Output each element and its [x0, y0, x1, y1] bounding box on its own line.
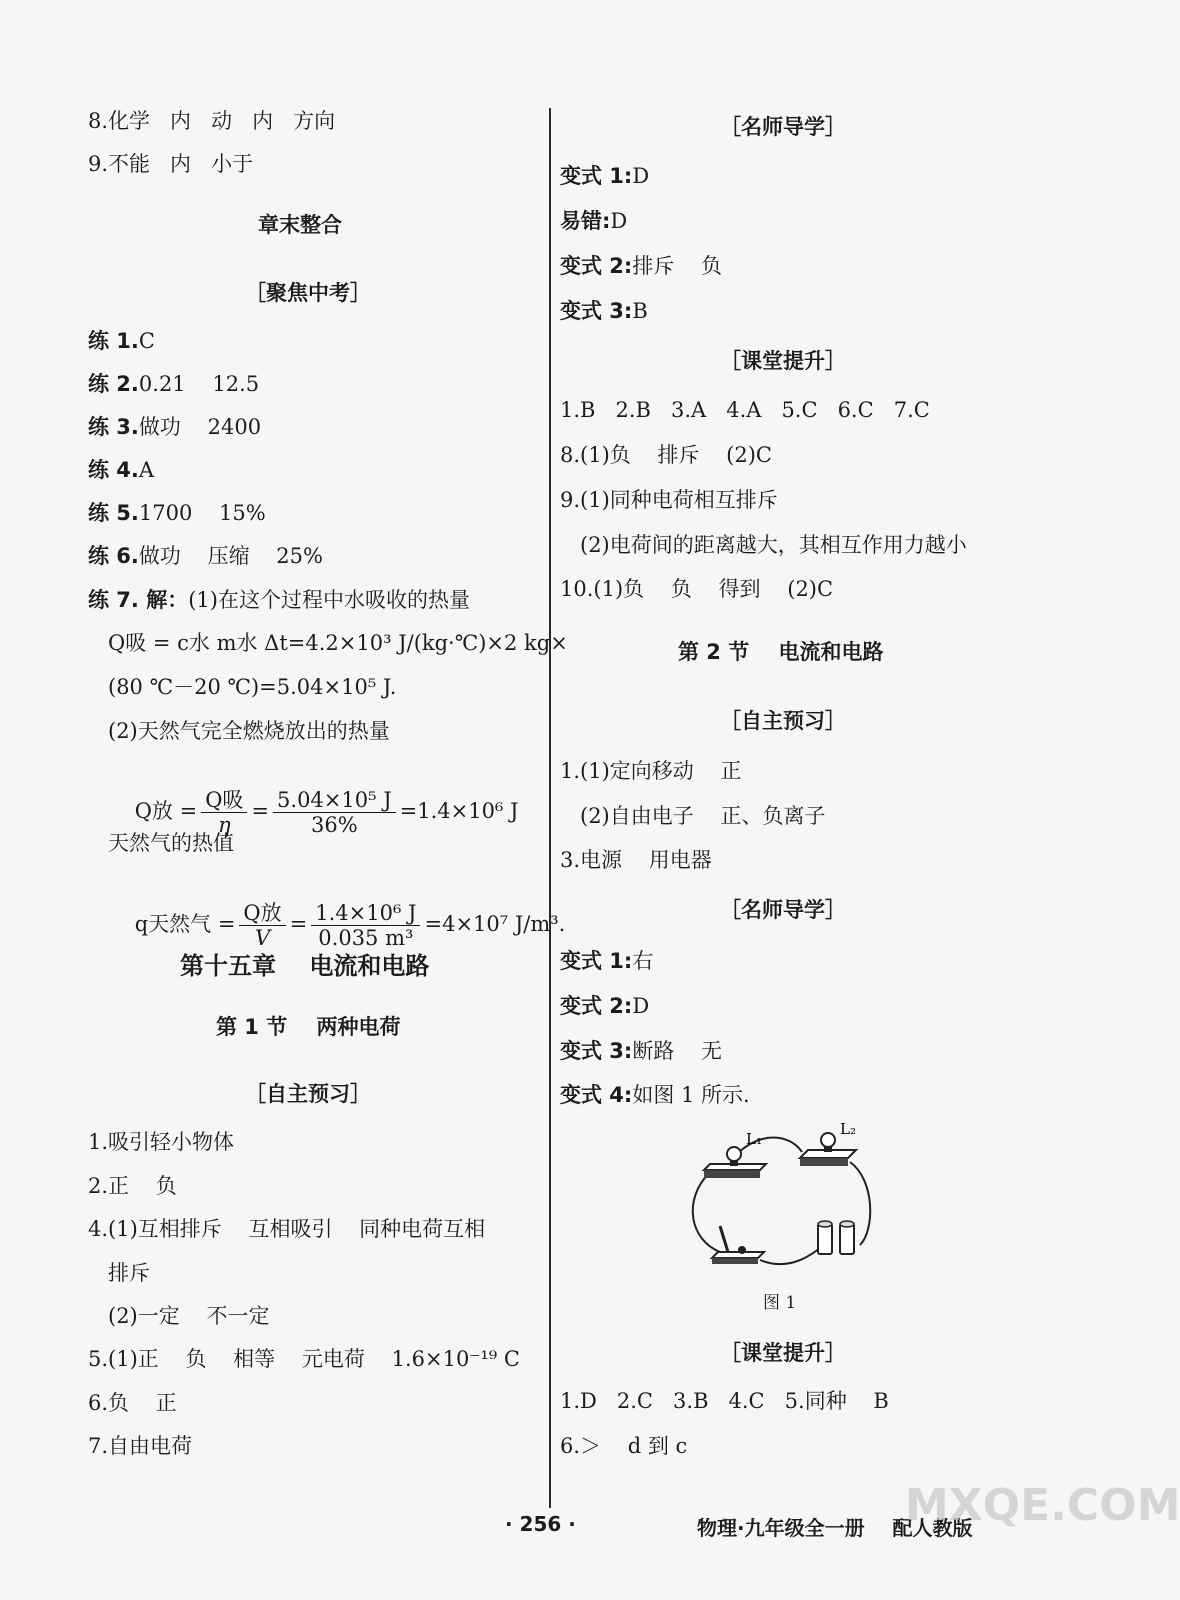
answer-line: 变式 1:右	[560, 949, 654, 973]
wire	[760, 1248, 820, 1264]
battery-2	[840, 1224, 854, 1254]
answer-line: 3.电源 用电器	[560, 848, 712, 872]
subsection-heading: ［课堂提升］	[720, 1341, 846, 1365]
answer-line: 7.自由电荷	[88, 1434, 193, 1458]
answer-line: 6.负 正	[88, 1391, 177, 1415]
answer-line: 变式 4:如图 1 所示.	[560, 1083, 750, 1107]
lamp-bulb-l1	[727, 1147, 741, 1161]
lamp-holder-l1-side	[704, 1170, 760, 1178]
answer-line: (2)电荷间的距离越大，其相互作用力越小	[580, 533, 967, 557]
answer-line: 5.(1)正 负 相等 元电荷 1.6×10⁻¹⁹ C	[88, 1347, 520, 1371]
answer-line: 练 4.A	[88, 458, 155, 482]
answer-line: 练 3.做功 2400	[88, 415, 262, 439]
answer-line: (2)天然气完全燃烧放出的热量	[108, 719, 390, 743]
answer-line: 练 1.C	[88, 329, 155, 353]
answer-line: 练 7. 解：(1)在这个过程中水吸收的热量	[88, 588, 470, 612]
fraction-equation: Q放 = $\frac{\text{Q吸}}{\eta}$ = $\frac{\text{5.04×10⁵ J}}{36\%}$ =1.4×10⁶ J	[134, 788, 519, 837]
lamp-bulb-l2	[821, 1133, 835, 1147]
lamp-socket-l1	[730, 1160, 738, 1166]
answer-line: 变式 1:D	[560, 164, 650, 188]
subsection-heading: ［名师导学］	[720, 115, 846, 139]
section-heading: 第 2 节 电流和电路	[678, 640, 884, 664]
answer-line: 10.(1)负 负 得到 (2)C	[560, 577, 834, 601]
section-heading: 章末整合	[258, 213, 342, 237]
answer-line: 练 2.0.21 12.5	[88, 372, 260, 396]
answer-line: 4.(1)互相排斥 互相吸引 同种电荷互相	[88, 1217, 486, 1241]
answer-line: 9.不能 内 小于	[88, 152, 254, 176]
circuit-diagram	[690, 1120, 880, 1280]
answer-line: 排斥	[108, 1261, 150, 1285]
book-title: 物理·九年级全一册 配人教版	[697, 1516, 973, 1540]
battery-1	[818, 1224, 832, 1254]
switch-base	[712, 1252, 764, 1258]
section-heading: 第 1 节 两种电荷	[216, 1015, 401, 1039]
switch-contact	[738, 1246, 746, 1254]
wire	[693, 1172, 720, 1252]
equation: (80 ℃－20 ℃)=5.04×10⁵ J.	[108, 675, 397, 699]
answer-line: 练 6.做功 压缩 25%	[88, 544, 323, 568]
lamp-label-l2: L₂	[840, 1120, 856, 1138]
answer-line: 1.(1)定向移动 正	[560, 759, 742, 783]
battery-1-top	[818, 1221, 832, 1227]
subsection-heading: ［聚焦中考］	[245, 281, 371, 305]
figure-caption: 图 1	[763, 1293, 797, 1313]
battery-2-top	[840, 1221, 854, 1227]
subsection-heading: ［课堂提升］	[720, 349, 846, 373]
answer-line: 8.(1)负 排斥 (2)C	[560, 443, 772, 467]
answer-line: 8.化学 内 动 内 方向	[88, 109, 336, 133]
answer-line: 6.＞ d 到 c	[560, 1434, 688, 1458]
equation: Q吸 = c水 m水 Δt=4.2×10³ J/(kg·℃)×2 kg×	[108, 631, 568, 655]
subsection-heading: ［名师导学］	[720, 898, 846, 922]
answer-line: 变式 2:D	[560, 994, 650, 1018]
switch-lever	[720, 1226, 728, 1252]
page-number: · 256 ·	[505, 1512, 576, 1536]
column-divider	[549, 108, 551, 1508]
subsection-heading: ［自主预习］	[245, 1082, 371, 1106]
answer-line: 1.D 2.C 3.B 4.C 5.同种 B	[560, 1389, 889, 1413]
answer-line: 变式 3:断路 无	[560, 1039, 723, 1063]
switch-base-side	[712, 1258, 758, 1264]
lamp-label-l1: L₁	[746, 1130, 762, 1148]
answer-line: 易错:D	[560, 209, 628, 233]
answer-line: 2.正 负	[88, 1174, 177, 1198]
answer-line: 9.(1)同种电荷相互排斥	[560, 488, 778, 512]
answer-line: 变式 3:B	[560, 299, 648, 323]
lamp-holder-l2-side	[800, 1158, 848, 1166]
lamp-socket-l2	[824, 1146, 832, 1152]
answer-line: (2)一定 不一定	[108, 1304, 270, 1328]
watermark-logo: MXQE.COM	[905, 1480, 1180, 1531]
subsection-heading: ［自主预习］	[720, 709, 846, 733]
answer-line: (2)自由电子 正、负离子	[580, 804, 826, 828]
answer-line: 1.B 2.B 3.A 4.A 5.C 6.C 7.C	[560, 398, 930, 422]
answer-line: 1.吸引轻小物体	[88, 1130, 235, 1154]
answer-line: 练 5.1700 15%	[88, 501, 266, 525]
chapter-heading: 第十五章 电流和电路	[180, 952, 430, 980]
answer-line: 变式 2:排斥 负	[560, 254, 723, 278]
fraction-equation: q天然气 = $\frac{\text{Q放}}{V}$ = $\frac{\text{1.4×10⁶ J}}{\text{0.035 m³}}$ =4×10⁷ J/m³.	[134, 901, 566, 950]
answer-line: 天然气的热值	[108, 831, 234, 855]
